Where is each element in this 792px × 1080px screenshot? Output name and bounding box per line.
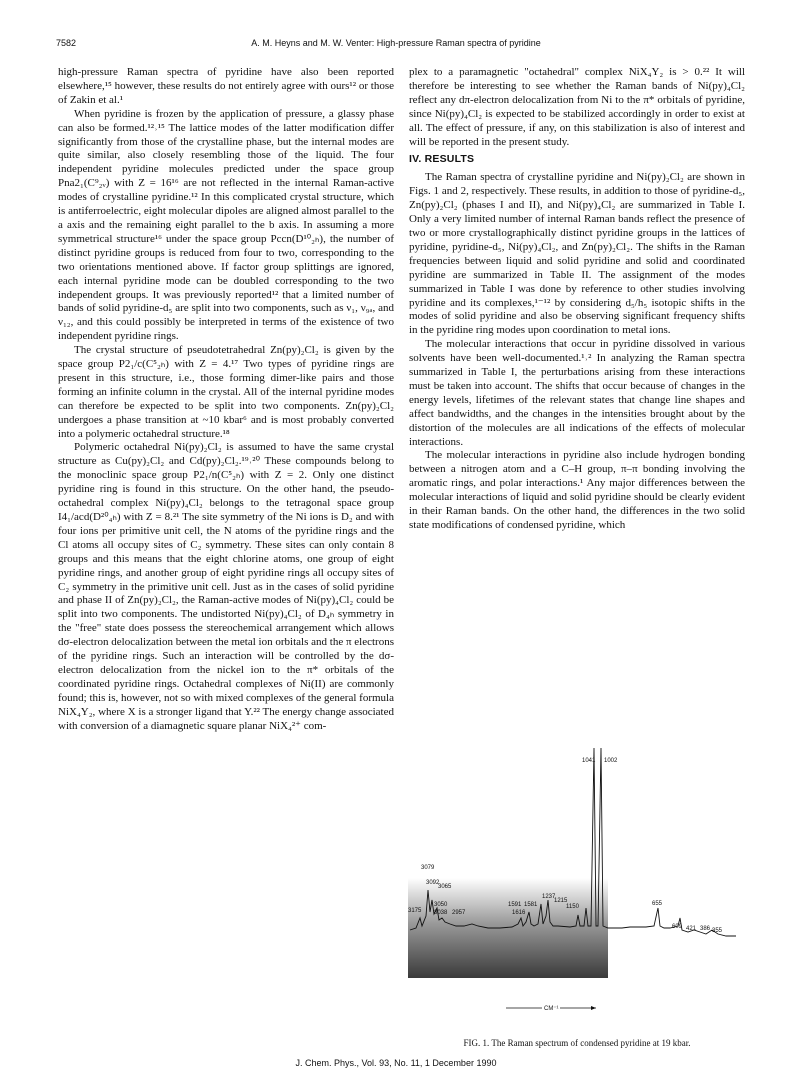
peak-label: 1581 (524, 902, 538, 908)
paragraph: plex to a paramagnetic "octahedral" complex NiX₄Y₂ is > 0.²² It will therefore be interesting to see whether the Raman bands of Ni(py)₄Cl₂ reflect any dπ-electron delocalization from Ni to the π* orbitals of pyridine, since Ni(py)₄Cl₂ is expected to be stabilized accordingly in order to exist at all. The effect of pressure, if any, on this stabilization is also of interest and will be reported in the present study. (409, 66, 745, 148)
peak-label: 386 (700, 926, 711, 932)
page-header (56, 38, 736, 52)
arrow-head (591, 1006, 596, 1010)
paragraph: When pyridine is frozen by the application of pressure, a glassy phase can also be formed.¹²˒¹⁵ The lattice modes of the latter modification differ significantly from those of the crystalline phase, but the internal modes are quite similar, also closely resembling those of the liquid. The four independent pyridine molecules predicted under the space group Pna2₁(C⁹₂ᵥ) with Z = 16¹⁶ are not reflected in the internal Raman-active modes of crystalline pyridine.¹² In this complicated crystal structure, which is antiferroelectric, eight molecular dipoles are aligned almost parallel to the a axis and the remaining eight parallel to the b axis. In assuming a more symmetrical structure¹⁶ under the space group Pccn(D¹⁰₂ₕ), the number of distinct pyridine groups is reduced from four to two, corresponding to the two orientations mentioned above. If factor group splittings are ignored, each internal pyridine mode can be doubled corresponding to the two independent groups. It was previously reported¹² that a limited number of bands of solid pyridine-d₅ are split into two components, such as ν₁, ν₉ₐ, and ν₁₂, and this could possibly be interpreted in terms of the existence of two independent pyridine rings. (58, 107, 394, 343)
figure-caption: FIG. 1. The Raman spectrum of condensed pyridine at 19 kbar. (463, 1038, 691, 1048)
section-heading: IV. RESULTS (409, 153, 475, 166)
paragraph: The Raman spectra of crystalline pyridine and Ni(py)₂Cl₂ are shown in Figs. 1 and 2, respectively. These results, in addition to those of pyridine-d₅, Zn(py)₂Cl₂ (phases I and II), and Ni(py)₄Cl₂ are summarized in Table I. Only a very limited number of internal Raman bands reflect the presence of two or more crystallographically distinct pyridine groups in the lattices of pyridine, pyridine-d₅, Ni(py)₄Cl₂, and Zn(py)₂Cl₂. The shifts in the Raman frequencies between liquid and solid pyridine and solid and coordinated pyridine are summarized in Table II. The assignment of the modes summarized in Table I was done by reference to other studies involving pyridine and its complexes,¹⁻¹² by considering d₅/h₅ isotopic shifts in the modes of solid pyridine and also be observing significant frequency shifts in the pyridine ring modes upon coordination to metal ions. (409, 171, 745, 337)
raman-spectrum-figure (408, 740, 740, 1028)
paragraph: Polymeric octahedral Ni(py)₂Cl₂ is assumed to have the same crystal structure as Cu(py)₂Cl₂ and Cd(py)₂Cl₂.¹⁹˒²⁰ These compounds belong to the monoclinic space group P2₁/n(C⁵₂ₕ) with Z = 2. Only one distinct pyridine ring is found in this structure. On the other hand, the pseudo-octahedral complex Ni(py)₄Cl₂ belongs to the tetragonal space group I4₁/acd(D²⁰₄ₕ) with Z = 8.²¹ The site symmetry of the Ni ions is D₂ and with four ions per primitive unit cell, the N atoms of the pyridine rings and the Cl atoms all occupy sites of C₂ symmetry. These sites can only contain 8 groups and this means that the eight chlorine atoms, one group of eight pyridine rings, and another group of eight pyridine rings all occupy sites of C₂ symmetry in the primitive unit cell. Just as in the cases of solid pyridine and phase II of Zn(py)₂Cl₂, the Raman-active modes of Ni(py)₄Cl₂ could be split into two components. The undistorted Ni(py)₄Cl₂ of D₄ₕ symmetry in the "free" state does possess the stereochemical arrangement which allows dσ-electron delocalization between the metal ion orbitals and the π electrons of the pyridine rings. Such an interaction will be controlled by the dσ-electron delocalization from the nickel ion to the π* orbitals of the coordinated pyridine rings. Octahedral complexes of Ni(II) are commonly found; this is, however, not so with mixed complexes of the general formula NiX₄Y₂, where X is a stronger ligand that Y.²² The energy change associated with conversion of a diamagnetic square planar NiX₄²⁺ com- (58, 441, 394, 732)
running-title: A. M. Heyns and M. W. Venter: High-pressure Raman spectra of pyridine (251, 38, 541, 48)
right-column (409, 66, 745, 533)
peak-label: 3079 (421, 865, 435, 871)
peak-label: 1041 (582, 758, 596, 764)
peak-label: 3038 (434, 910, 448, 916)
paragraph: The molecular interactions in pyridine also include hydrogen bonding between a nitrogen atom and a C–H group, π–π bonding involving the aromatic rings, and polar interactions.¹ Any major differences between the molecular interactions of liquid and solid pyridine should be clearly evident in their Raman bands. On the other hand, the differences in the two solid state modifications of condensed pyridine, which (409, 449, 745, 531)
peak-label: 1150 (566, 904, 579, 910)
page-number: 7582 (56, 38, 77, 48)
peak-label: 3175 (408, 908, 422, 914)
peak-label: 355 (712, 928, 723, 934)
peak-label: 421 (686, 926, 697, 932)
peak-label: 3065 (438, 884, 452, 890)
peak-label: 655 (652, 901, 663, 907)
paragraph: high-pressure Raman spectra of pyridine have also been reported elsewhere,¹⁵ however, these results do not entirely agree with ours¹² or those of Zakin et al.¹ (58, 66, 394, 106)
peak-label: 1215 (554, 898, 568, 904)
peak-label: 2957 (452, 910, 466, 916)
left-column (58, 66, 394, 734)
figure-background (408, 878, 608, 978)
paragraph: The crystal structure of pseudotetrahedral Zn(py)₂Cl₂ is given by the space group P2₁/c(C⁵₂ₕ) with Z = 4.¹⁷ Two types of pyridine rings are present in this structure, i.e., those forming dimer-like pairs and those forming an infinite column in the crystal. All of the internal pyridine modes can therefore be expected to be split into two components. Zn(py)₂Cl₂ undergoes a phase transition at ~10 kbar⁶ and is most probably converted into a polymeric octahedral structure.¹⁸ (58, 344, 394, 440)
paragraph: The molecular interactions that occur in pyridine dissolved in various solvents have been well-documented.¹˒² In analyzing the Raman spectra summarized in Table I, the perturbations arising from these interactions must be taken into account. The shifts that occur because of changes in the energy levels, lifetimes of the relevant states that change line shapes and affect bandwidths, and the changes in the intensities brought about by the distortion of the molecules are all indications of the effects of molecular interactions. (409, 338, 745, 448)
page-footer: J. Chem. Phys., Vol. 93, No. 11, 1 December 1990 (295, 1058, 497, 1068)
peak-label: 1616 (512, 910, 526, 916)
spectrum-plot (408, 740, 740, 1028)
peak-label: 1591 (508, 902, 522, 908)
axis-unit-label: CM⁻¹ (544, 1006, 559, 1012)
peak-label: 609 (672, 924, 683, 930)
peak-label: 3050 (434, 902, 448, 908)
peak-label: 3092 (426, 880, 440, 886)
peak-label: 1002 (604, 758, 618, 764)
peak-label: 1237 (542, 894, 556, 900)
